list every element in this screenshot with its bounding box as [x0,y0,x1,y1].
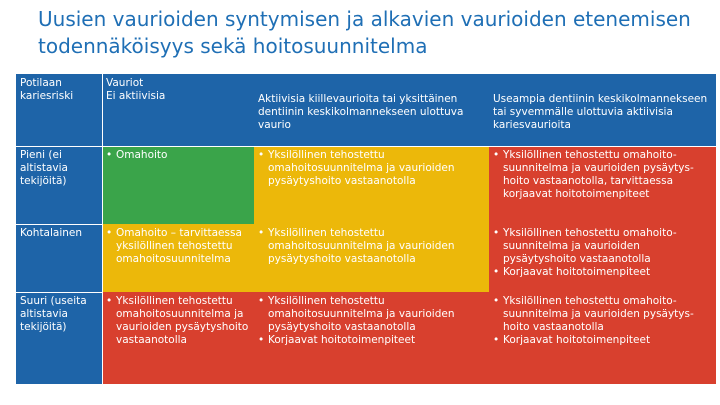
cell-pieni-col2 [254,146,489,224]
cell-kohtalainen-col1 [102,224,254,292]
page-title: Uusien vaurioiden syntymisen ja alkavien vaurioiden etenemisen todennäköisyys sekä hoitosuunnitelma [38,7,691,58]
list-item: • Omahoito – tarvittaessa yksilöllinen tehostettu omahoitosuunnitelma [106,227,250,266]
cell-suuri-col3 [489,292,716,384]
list-item: • Korjaavat hoitotoimenpiteet [493,266,712,279]
cell-pieni-col1 [102,146,254,224]
row-divider [16,292,102,293]
header-col1-label: Ei aktiivisia [106,90,166,102]
list-item: • Yksilöllinen tehostettu omahoitosuunnitelma ja vaurioiden pysäytyshoito vastaanotolla [258,149,485,188]
row-divider [16,224,102,225]
list-item: • Omahoito [106,149,250,162]
row-label-text: Pieni (ei altistavia tekijöitä) [20,149,68,187]
list-item: • Korjaavat hoitotoimenpiteet [493,334,712,347]
list-item: • Korjaavat hoitotoimenpiteet [258,334,485,347]
cell-kohtalainen-col3 [489,224,716,292]
header-risk [16,74,102,146]
row-label-kohtalainen [16,224,102,292]
list-item: • Yksilöllinen tehostettu omahoitosuunnitelma ja vaurioiden pysäytyshoito vastaanotolla [106,295,250,347]
cell-kohtalainen-col2 [254,224,489,292]
header-col1 [102,74,254,146]
col-divider [102,74,103,384]
cell-suuri-col1 [102,292,254,384]
row-label-text: Kohtalainen [20,227,83,239]
header-col2 [254,74,489,146]
header-col2-label: Aktiivisia kiillevaurioita tai yksittäinen dentiinin keskikolmannekseen ulottuva vaurio [258,93,464,131]
risk-table [16,74,716,384]
list-item: • Yksilöllinen tehostettu omahoitosuunnitelma ja vaurioiden pysäytyshoito vastaanotolla [258,227,485,266]
header-col3 [489,74,716,146]
row-label-suuri [16,292,102,384]
cell-pieni-col3 [489,146,716,224]
header-vauriot-label: Vauriot [106,77,144,89]
row-label-text: Suuri (useita altistavia tekijöitä) [20,295,87,333]
list-item: • Yksilöllinen tehostettu omahoito-suunnitelma ja vaurioiden pysäytyshoito vastaanotolla [493,227,712,266]
list-item: • Yksilöllinen tehostettu omahoitosuunnitelma ja vaurioiden pysäytyshoito vastaanotolla [258,295,485,334]
header-risk-label: Potilaan kariesriski [20,77,74,102]
list-item: • Yksilöllinen tehostettu omahoito-suunnitelma ja vaurioiden pysäytys-hoito vastaanotolla, tarvittaessa korjaavat hoitotoimenpiteet [493,149,712,201]
cell-suuri-col2 [254,292,489,384]
row-divider [16,146,716,147]
header-col3-label: Useampia dentiinin keskikolmannekseen tai syvemmälle ulottuvia aktiivisia kariesvaurioita [493,93,708,131]
list-item: • Yksilöllinen tehostettu omahoito-suunnitelma ja vaurioiden pysäytys-hoito vastaanotolla [493,295,712,334]
row-label-pieni [16,146,102,224]
